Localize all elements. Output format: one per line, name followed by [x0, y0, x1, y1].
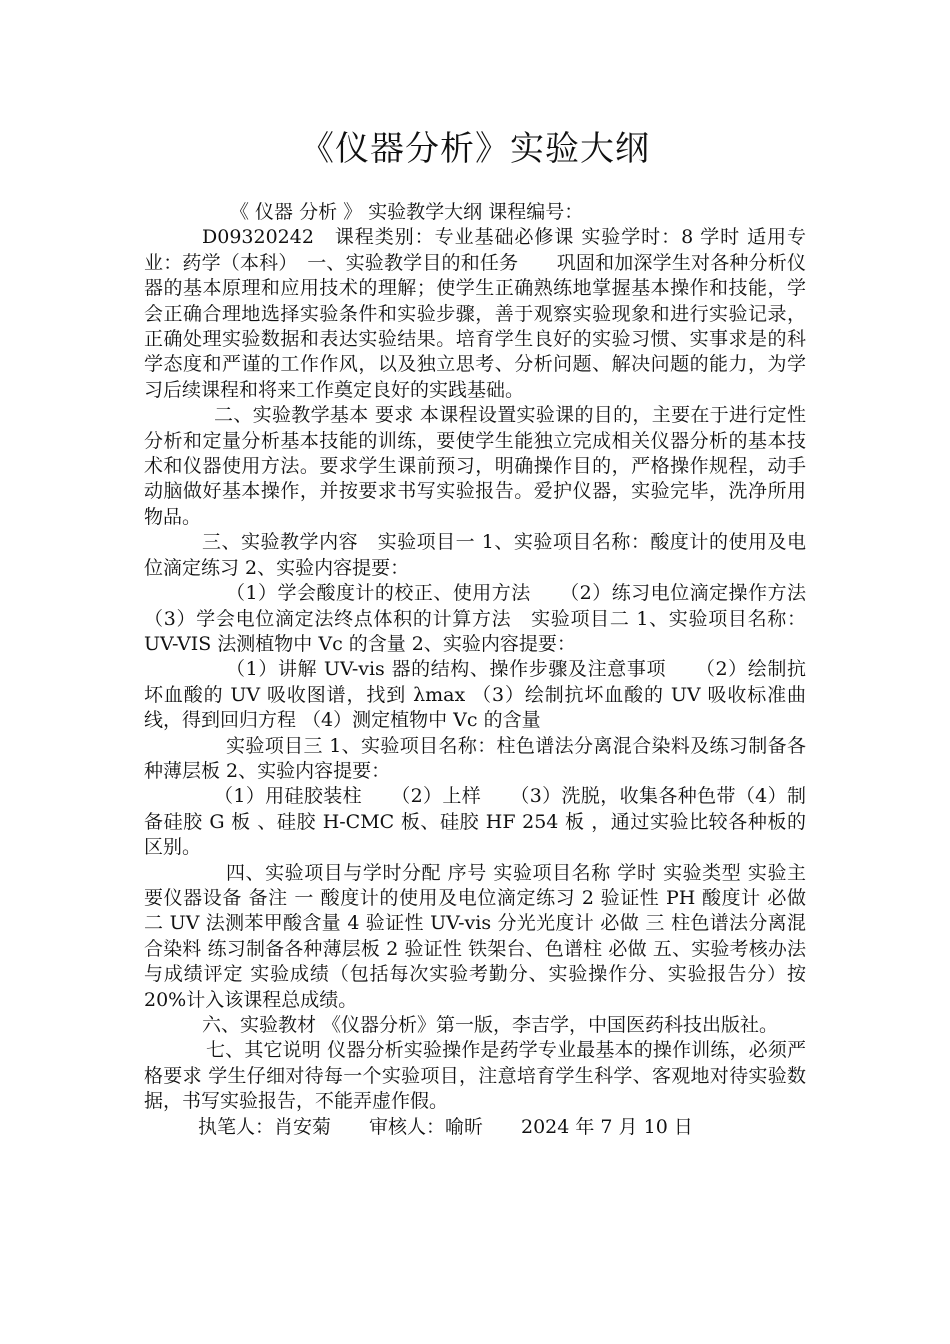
- item-3-heading: 实验项目三 1、实验项目名称：柱色谱法分离混合染料及练习制备各种薄层板 2、实验内容提要：: [144, 734, 806, 782]
- course-info-and-objectives: D09320242 课程类别：专业基础必修课 实验学时：8 学时 适用专业：药学（本科） 一、实验教学目的和任务 巩固和加深学生对各种分析仪器的基本原理和应用技术的理解；使学生正确熟练地掌握基本操作和技能，学会正确合理地选择实验条件和实验步骤，善于观察实验现象和进行实验记录，正确处理实验数据和表达实验结果。培育学生良好的实验习惯、实事求是的科学态度和严谨的工作作风，以及独立思考、分析问题、解决问题的能力，为学习后续课程和将来工作奠定良好的实践基础。: [144, 226, 806, 401]
- basic-requirements: 二、实验教学基本 要求 本课程设置实验课的目的，主要在于进行定性分析和定量分析基本技能的训练，要使学生能独立完成相关仪器分析的基本技术和仪器使用方法。要求学生课前预习，明确操作目的，严格操作规程，动手动脑做好基本操作，并按要求书写实验报告。爱护仪器，实验完毕，洗净所用物品。: [144, 404, 806, 528]
- document-body: [144, 200, 806, 1140]
- teaching-content-item-1: 三、实验教学内容 实验项目一 1、实验项目名称：酸度计的使用及电位滴定练习 2、实验内容提要：: [144, 531, 806, 579]
- document-title: 《仪器分析》实验大纲: [300, 129, 650, 169]
- item-2-summary: （1）讲解 UV-vis 器的结构、操作步骤及注意事项 （2）绘制抗坏血酸的 UV 吸收图谱，找到 λmax （3）绘制抗坏血酸的 UV 吸收标准曲线，得到回归方程 （4）测定植物中 Vc 的含量: [144, 658, 806, 732]
- course-header-line: 《 仪器 分析 》 实验教学大纲 课程编号：: [230, 201, 584, 223]
- other-notes: 七、其它说明 仪器分析实验操作是药学专业最基本的操作训练，必须严格要求 学生仔细对待每一个实验项目，注意培育学生科学、客观地对待实验数据，书写实验报告，不能弄虚作假。: [144, 1039, 806, 1113]
- item-3-summary: （1）用硅胶装柱 （2）上样 （3）洗脱，收集各种色带（4）制备硅胶 G 板 、硅胶 H-CMC 板、硅胶 HF 254 板 ，通过实验比较各种板的区别。: [144, 785, 806, 859]
- textbook: 六、实验教材 《仪器分析》第一版，李吉学，中国医药科技出版社。: [202, 1014, 779, 1036]
- item-1-summary: （1）学会酸度计的校正、使用方法 （2）练习电位滴定操作方法 （3）学会电位滴定法终点体积的计算方法 实验项目二 1、实验项目名称：UV-VIS 法测植物中 Vc 的含量 2、实验内容提要：: [144, 582, 806, 655]
- signature-line: 执笔人：肖安菊 审核人：喻昕 2024 年 7 月 10 日: [198, 1115, 693, 1138]
- hours-allocation-and-assessment: 四、实验项目与学时分配 序号 实验项目名称 学时 实验类型 实验主要仪器设备 备注 一 酸度计的使用及电位滴定练习 2 验证性 PH 酸度计 必做 二 UV 法测苯甲酸含量 4 验证性 UV-vis 分光光度计 必做 三 柱色谱法分离混合染料 练习制备各种薄层板 2 验证性 铁架台、色谱柱 必做 五、实验考核办法与成绩评定 实验成绩（包括每次实验考勤分、实验操作分、实验报告分）按 20%计入该课程总成绩。: [144, 861, 806, 1011]
